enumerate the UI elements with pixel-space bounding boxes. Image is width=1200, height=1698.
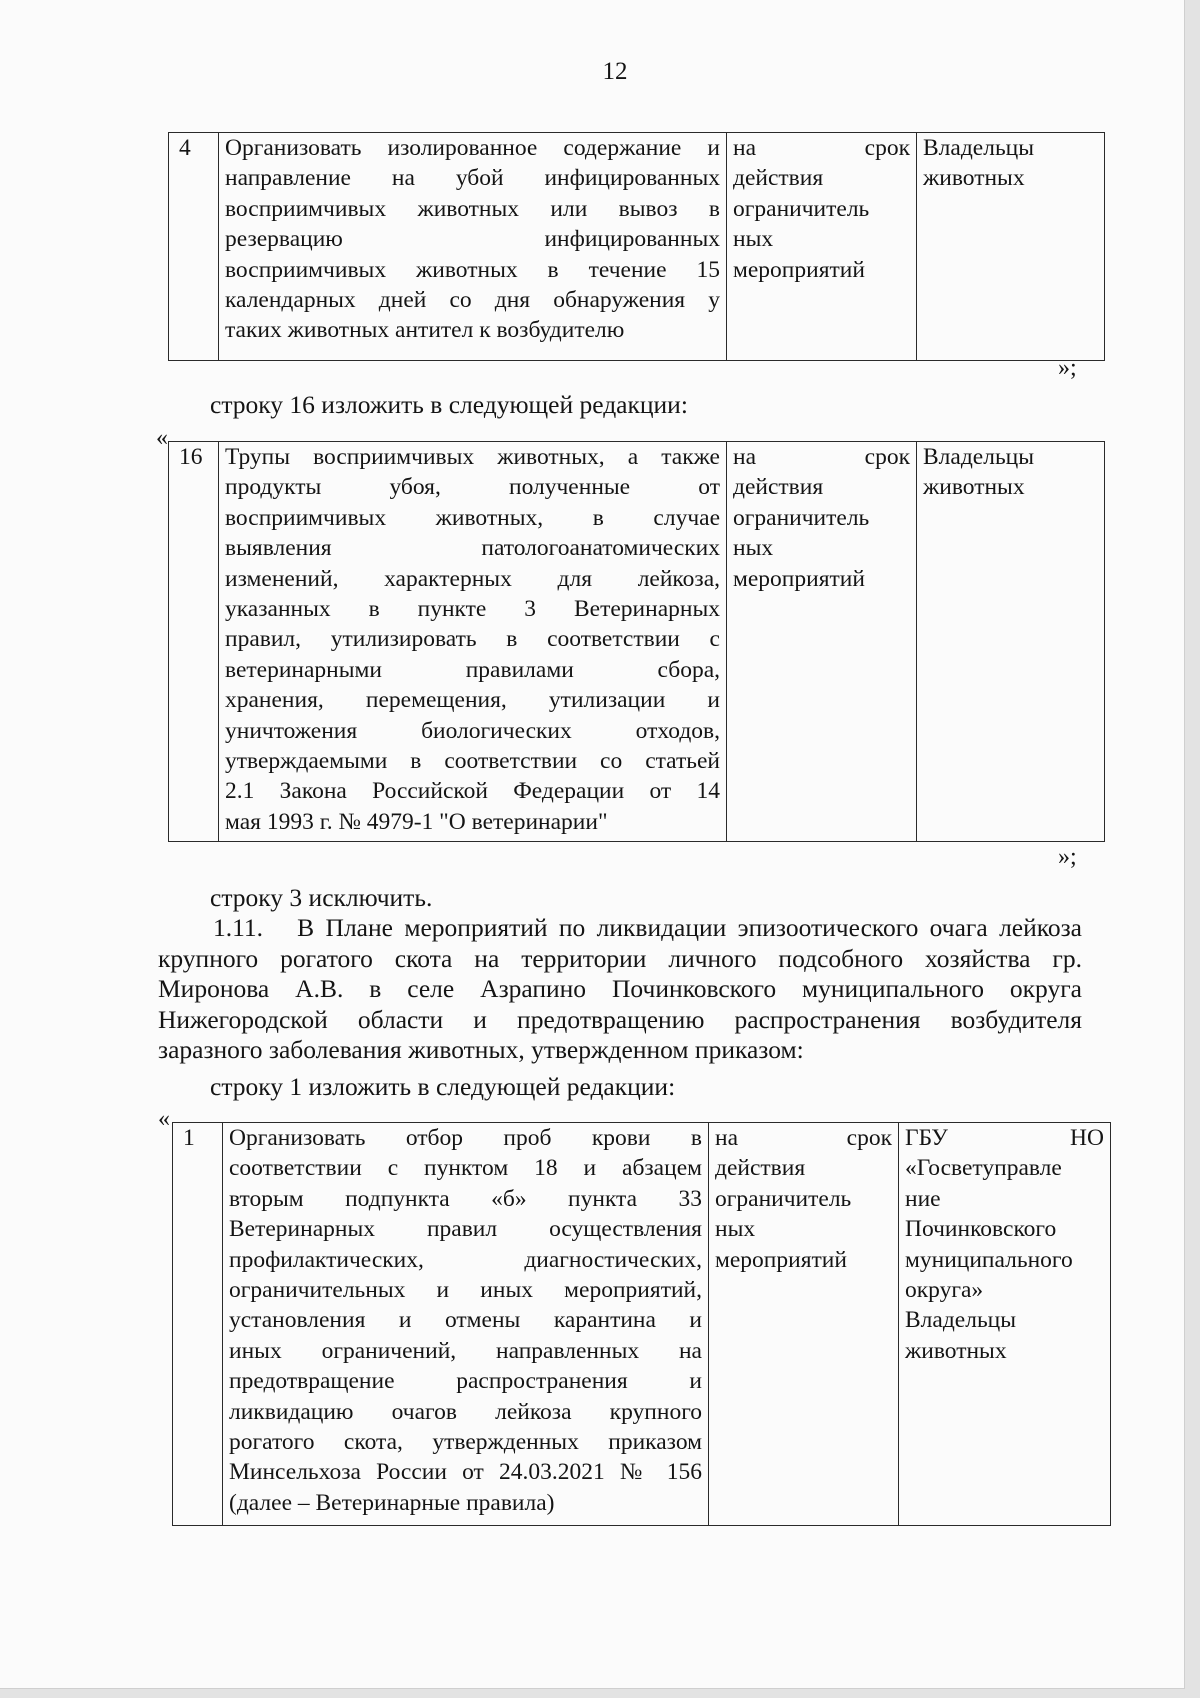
term-cell <box>709 1123 899 1526</box>
action-line: соответствии с пунктом 18 и абзацем <box>229 1155 702 1182</box>
action-line: Организовать изолированное содержание и <box>225 135 720 161</box>
action-line: таких животных антител к возбудителю <box>225 317 625 344</box>
measures-table-row-1 <box>172 1122 1111 1526</box>
action-line: предотвращение распространения и <box>229 1368 702 1395</box>
action-line: Минсельхоза России от 24.03.2021 № 156 <box>229 1459 702 1486</box>
measures-table-row-16 <box>168 441 1105 842</box>
action-line: продукты убоя, полученные от <box>225 474 720 501</box>
action-line: Трупы восприимчивых животных, а также <box>225 444 720 470</box>
action-line: ограничительных и иных мероприятий, <box>229 1277 702 1304</box>
responsible-line: округа» <box>905 1277 984 1304</box>
action-line: правил, утилизировать в соответствии с <box>225 626 720 653</box>
term-line: ных <box>715 1216 756 1243</box>
instruction-row-1: строку 1 изложить в следующей редакции: <box>210 1072 676 1101</box>
action-line: мая 1993 г. № 4979-1 "О ветеринарии" <box>225 808 608 835</box>
term-line: ограничитель <box>733 504 870 531</box>
table-row <box>173 1123 1111 1526</box>
action-line: Ветеринарных правил осуществления <box>229 1216 702 1243</box>
action-line: изменений, характерных для лейкоза, <box>225 565 720 592</box>
section-line: 1.11. В Плане мероприятий по ликвидации эпизоотического очага лейкоза <box>213 913 1082 942</box>
responsible-cell <box>917 442 1105 842</box>
responsible-cell <box>917 133 1105 361</box>
action-line: профилактических, диагностических, <box>229 1246 702 1273</box>
action-line: Организовать отбор проб крови в <box>229 1125 702 1151</box>
responsible-line: животных <box>923 474 1025 501</box>
action-line: резервацию инфицированных <box>225 226 720 253</box>
section-line: Нижегородской области и предотвращению распространения возбудителя <box>158 1004 1082 1034</box>
action-line: выявления патологоанатомических <box>225 535 720 562</box>
term-line: ных <box>733 535 774 562</box>
responsible-cell <box>899 1123 1111 1526</box>
action-line: уничтожения биологических отходов, <box>225 717 720 744</box>
term-line: мероприятий <box>733 565 865 592</box>
term-line: действия <box>733 165 824 192</box>
responsible-line: животных <box>905 1337 1007 1364</box>
measures-table-row-4 <box>168 132 1105 361</box>
action-line: восприимчивых животных или вывоз в <box>225 195 720 222</box>
action-line: установления и отмены карантина и <box>229 1307 702 1334</box>
closing-quote: »; <box>1058 355 1077 381</box>
term-line: действия <box>715 1155 806 1182</box>
action-line: вторым подпункта «б» пункта 33 <box>229 1185 702 1212</box>
page-number: 12 <box>602 58 628 85</box>
term-line: на срок <box>733 135 910 161</box>
section-1-11 <box>158 913 1082 1066</box>
action-line: иных ограничений, направленных на <box>229 1337 702 1364</box>
action-cell <box>219 133 727 361</box>
responsible-line: «Госветуправле <box>905 1155 1062 1182</box>
term-cell <box>727 442 917 842</box>
action-line: (далее – Ветеринарные правила) <box>229 1489 555 1516</box>
term-line: ограничитель <box>715 1185 852 1212</box>
row-number-cell: 1 <box>173 1123 223 1526</box>
responsible-line: Владельцы <box>923 135 1035 161</box>
responsible-line: Владельцы <box>923 444 1035 470</box>
action-line: утверждаемыми в соответствии со статьей <box>225 748 720 775</box>
section-line: Миронова А.В. в селе Азрапино Починковского муниципального округа <box>158 974 1082 1003</box>
action-line: календарных дней со дня обнаружения у <box>225 287 720 314</box>
row-number-cell: 16 <box>169 442 219 842</box>
exclude-row-3: строку 3 исключить. <box>210 883 433 912</box>
responsible-line: муниципального <box>905 1246 1073 1273</box>
closing-quote: »; <box>1058 844 1077 870</box>
term-cell <box>727 133 917 361</box>
responsible-line: ние <box>905 1185 941 1212</box>
responsible-line: ГБУ НО <box>905 1125 1104 1151</box>
section-line: заразного заболевания животных, утвержденном приказом: <box>158 1035 804 1064</box>
action-line: восприимчивых животных в течение 15 <box>225 256 720 283</box>
term-line: действия <box>733 474 824 501</box>
term-line: на срок <box>733 444 910 470</box>
action-cell <box>219 442 727 842</box>
term-line: на срок <box>715 1125 892 1151</box>
responsible-line: Починковского <box>905 1216 1057 1243</box>
action-line: ветеринарными правилами сбора, <box>225 656 720 683</box>
term-line: мероприятий <box>715 1246 847 1273</box>
row-number-cell: 4 <box>169 133 219 361</box>
action-line: рогатого скота, утвержденных приказом <box>229 1429 702 1456</box>
action-line: хранения, перемещения, утилизации и <box>225 687 720 714</box>
responsible-line: животных <box>923 165 1025 192</box>
term-line: мероприятий <box>733 256 865 283</box>
action-line: восприимчивых животных, в случае <box>225 504 720 531</box>
opening-quote: « <box>156 425 168 451</box>
action-line: 2.1 Закона Российской Федерации от 14 <box>225 778 720 805</box>
opening-quote: « <box>158 1106 170 1132</box>
table-row <box>169 442 1105 842</box>
table-row <box>169 133 1105 361</box>
action-line: ликвидацию очагов лейкоза крупного <box>229 1398 702 1425</box>
action-line: указанных в пункте 3 Ветеринарных <box>225 596 720 623</box>
responsible-line: Владельцы <box>905 1307 1017 1334</box>
action-line: направление на убой инфицированных <box>225 165 720 192</box>
action-cell <box>223 1123 709 1526</box>
instruction-row-16: строку 16 изложить в следующей редакции: <box>210 390 688 419</box>
term-line: ных <box>733 226 774 253</box>
section-line: крупного рогатого скота на территории личного подсобного хозяйства гр. <box>158 943 1082 973</box>
term-line: ограничитель <box>733 195 870 222</box>
